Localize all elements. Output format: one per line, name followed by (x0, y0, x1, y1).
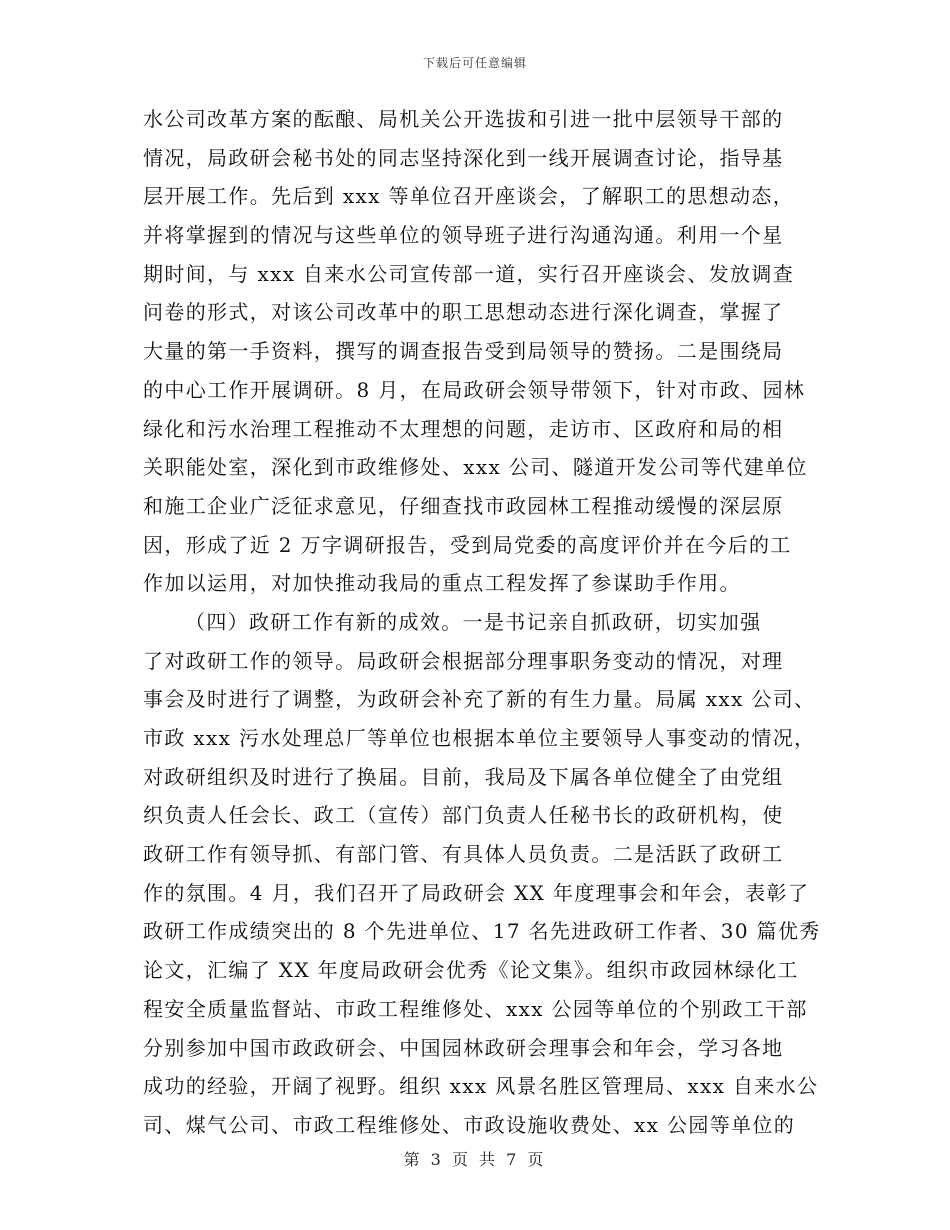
text-line: 大量的第一手资料，撰写的调查报告受到局领导的赞扬。二是围绕局 (143, 339, 784, 364)
text-line: 事会及时进行了调整，为政研会补充了新的有生力量。局属 xxx 公司、 (143, 687, 816, 712)
text-line: 政研工作成绩突出的 8 个先进单位、17 名先进政研工作者、30 篇优秀 (143, 919, 821, 944)
document-body (143, 100, 821, 1145)
text-line: 成功的经验，开阔了视野。组织 xxx 风景名胜区管理局、xxx 自来水公 (143, 1074, 819, 1099)
text-line: 水公司改革方案的酝酿、局机关公开选拔和引进一批中层领导干部的 (143, 107, 784, 131)
header-note: 下载后可任意编辑 (422, 56, 527, 70)
text-line: 程安全质量监督站、市政工程维修处、xxx 公园等单位的个别政工干部 (143, 996, 808, 1021)
text-line: 作加以运用，对加快推动我局的重点工程发挥了参谋助手作用。 (143, 571, 741, 596)
text-line: 情况，局政研会秘书处的同志坚持深化到一线开展调查讨论，指导基 (143, 145, 784, 170)
text-line: 分别参加中国市政政研会、中国园林政研会理事会和年会，学习各地 (143, 1035, 784, 1060)
text-line: 并将掌握到的情况与这些单位的领导班子进行沟通沟通。利用一个星 (143, 223, 784, 248)
text-line: 因，形成了近 2 万字调研报告，受到局党委的高度评价并在今后的工 (143, 532, 792, 557)
page-number: 第 3 页 共 7 页 (403, 1150, 547, 1169)
text-line: 论文，汇编了 XX 年度局政研会优秀《论文集》。组织市政园林绿化工 (143, 958, 799, 983)
section-heading-line: （四）政研工作有新的成效。一是书记亲自抓政研，切实加强 (185, 609, 762, 634)
text-line: 和施工企业广泛征求意见，仔细查找市政园林工程推动缓慢的深层原 (143, 493, 784, 518)
text-line: 绿化和污水治理工程推动不太理想的问题，走访市、区政府和局的相 (143, 416, 784, 441)
text-line: 市政 xxx 污水处理总厂等单位也根据本单位主要领导人事变动的情况， (143, 726, 816, 750)
text-line: 的中心工作开展调研。8 月，在局政研会领导带领下，针对市政、园林 (143, 377, 806, 402)
text-line: 问卷的形式，对该公司改革中的职工思想动态进行深化调查，掌握了 (143, 300, 784, 325)
text-line: 作的氛围。4 月，我们召开了局政研会 XX 年度理事会和年会，表彰了 (143, 880, 810, 905)
text-line: 了对政研工作的领导。局政研会根据部分理事职务变动的情况，对理 (143, 648, 784, 673)
text-line: 关职能处室，深化到市政维修处、xxx 公司、隧道开发公司等代建单位 (143, 455, 808, 480)
text-line: 期时间，与 xxx 自来水公司宣传部一道，实行召开座谈会、发放调查 (143, 261, 795, 286)
text-line: 司、煤气公司、市政工程维修处、市政设施收费处、xx 公园等单位的 (143, 1112, 796, 1137)
text-line: 层开展工作。先后到 xxx 等单位召开座谈会，了解职工的思想动态， (143, 184, 795, 209)
text-line: 织负责人任会长、政工（宣传）部门负责人任秘书长的政研机构，使 (143, 803, 784, 828)
text-line: 对政研组织及时进行了换届。目前，我局及下属各单位健全了由党组 (143, 764, 784, 789)
text-line: 政研工作有领导抓、有部门管、有具体人员负责。二是活跃了政研工 (143, 842, 784, 867)
